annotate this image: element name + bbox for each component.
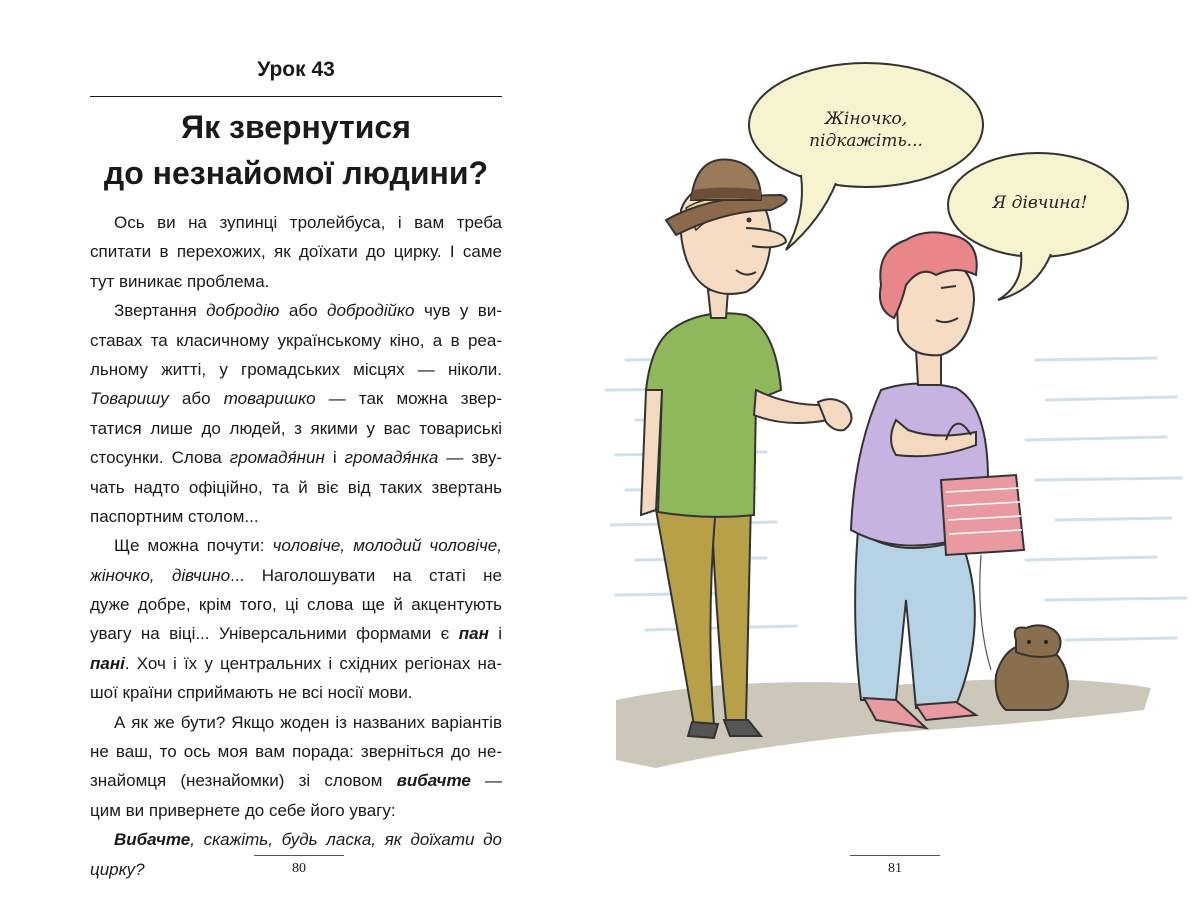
emphasis-run: пан [458, 624, 489, 644]
text-run: — зву- [438, 448, 502, 468]
text-line [90, 355, 502, 384]
emphasis-run: громадя́нка [344, 448, 439, 468]
emphasis-run: Вибачте [114, 830, 191, 850]
text-line [90, 473, 502, 502]
text-run: чать надто офіційно, та й віє від таких звертань [90, 477, 502, 497]
text-line [90, 296, 502, 325]
illustration [596, 60, 1193, 780]
text-run: цим ви привернете до себе його увагу: [90, 800, 396, 820]
body-text [90, 208, 502, 884]
page-title [70, 104, 522, 196]
text-line [90, 708, 502, 737]
text-run: шої країни сприймають не всі носії мови. [90, 683, 413, 703]
page-number-left: 80 [292, 861, 306, 876]
text-run: спитати в перехожих, як доїхати до цирку. І саме [90, 242, 502, 262]
emphasis-run: , скажіть, будь ласка, як доїхати до [190, 830, 502, 850]
text-run: тут виникає проблема. [90, 271, 270, 291]
title-line-1: Як звернутися [181, 109, 411, 145]
emphasis-run: чоловіче, молодий чоловіче, [272, 536, 502, 556]
bubble-left-line-2: підкажіть... [809, 131, 923, 151]
text-run: А як же бути? Якщо жоден із названих варіантів [114, 712, 502, 732]
man-figure [641, 160, 852, 739]
text-line [90, 737, 502, 766]
text-line [90, 384, 502, 413]
text-run: і [324, 448, 345, 468]
page-number-right: 81 [888, 861, 902, 876]
text-line [90, 208, 502, 237]
text-line [90, 619, 502, 648]
paragraph [90, 531, 502, 707]
paragraph [90, 296, 502, 531]
text-line [90, 502, 502, 531]
text-line [90, 678, 502, 707]
paragraph [90, 208, 502, 296]
text-line [90, 825, 502, 854]
footer-rule [254, 855, 344, 856]
text-run: знайомця (незнайомки) зі словом [90, 771, 397, 791]
text-run: . Хоч і їх у центральних і східних регіонах на- [124, 653, 502, 673]
left-page [0, 0, 596, 898]
footer-rule [850, 855, 940, 856]
text-run: увагу на віці... Універсальними формами є [90, 624, 459, 644]
text-run: чув у ви- [414, 301, 502, 321]
dog-figure [996, 625, 1068, 710]
text-run: Ось ви на зупинці тролейбуса, і вам треба [114, 213, 502, 232]
paragraph [90, 708, 502, 826]
emphasis-run: жіночко, дівчино [90, 565, 231, 585]
emphasis-run: цирку? [90, 859, 145, 879]
text-run: і [488, 624, 502, 644]
text-run: татися лише до людей, з якими у вас товариські [90, 418, 502, 438]
emphasis-run: добродію [206, 301, 280, 321]
text-run: або [168, 389, 224, 409]
text-line [90, 237, 502, 266]
text-run: — [470, 771, 502, 791]
speech-bubble-left [749, 63, 983, 250]
bubble-left-line-1: Жіночко, [824, 109, 908, 129]
text-line [90, 326, 502, 355]
emphasis-run: вибачте [396, 771, 471, 791]
emphasis-run: громадя́нин [229, 448, 325, 468]
title-rule [90, 96, 502, 97]
emphasis-run: пані [90, 653, 125, 673]
text-run: ... Наголошувати на статі не [230, 565, 502, 585]
text-line [90, 531, 502, 560]
emphasis-run: Товаришу [90, 389, 169, 409]
text-run: не ваш, то ось моя вам порада: зверніться до не- [90, 742, 502, 762]
title-line-2: до незнайомої людини? [103, 155, 489, 191]
text-line [90, 443, 502, 472]
text-run: дуже добре, крім того, ці слова ще й акцентують [90, 595, 502, 615]
text-line [90, 414, 502, 443]
text-run: паспортним столом... [90, 506, 259, 526]
text-line [90, 561, 502, 590]
lesson-number: Урок 43 [257, 58, 335, 81]
text-run: ставах та класичному українському кіно, а в реа- [90, 330, 502, 350]
woman-figure [851, 232, 1024, 728]
right-page [596, 0, 1193, 898]
bubble-right-text: Я дівчина! [992, 193, 1088, 213]
text-run: Ще можна почути: [114, 536, 273, 556]
text-run: Звертання [114, 301, 207, 321]
text-run: стосунки. Слова [90, 448, 230, 468]
text-line [90, 649, 502, 678]
emphasis-run: товаришко [223, 389, 316, 409]
text-line [90, 267, 502, 296]
bubble-left-text [806, 108, 926, 152]
text-run: — так можна звер- [315, 389, 502, 409]
speech-bubble-right [948, 153, 1128, 300]
text-line [90, 590, 502, 619]
text-line [90, 796, 502, 825]
text-run: льному житті, у громадських місцях — ніколи. [90, 359, 502, 379]
text-line [90, 766, 502, 795]
emphasis-run: добродійко [327, 301, 415, 321]
text-run: або [279, 301, 328, 321]
